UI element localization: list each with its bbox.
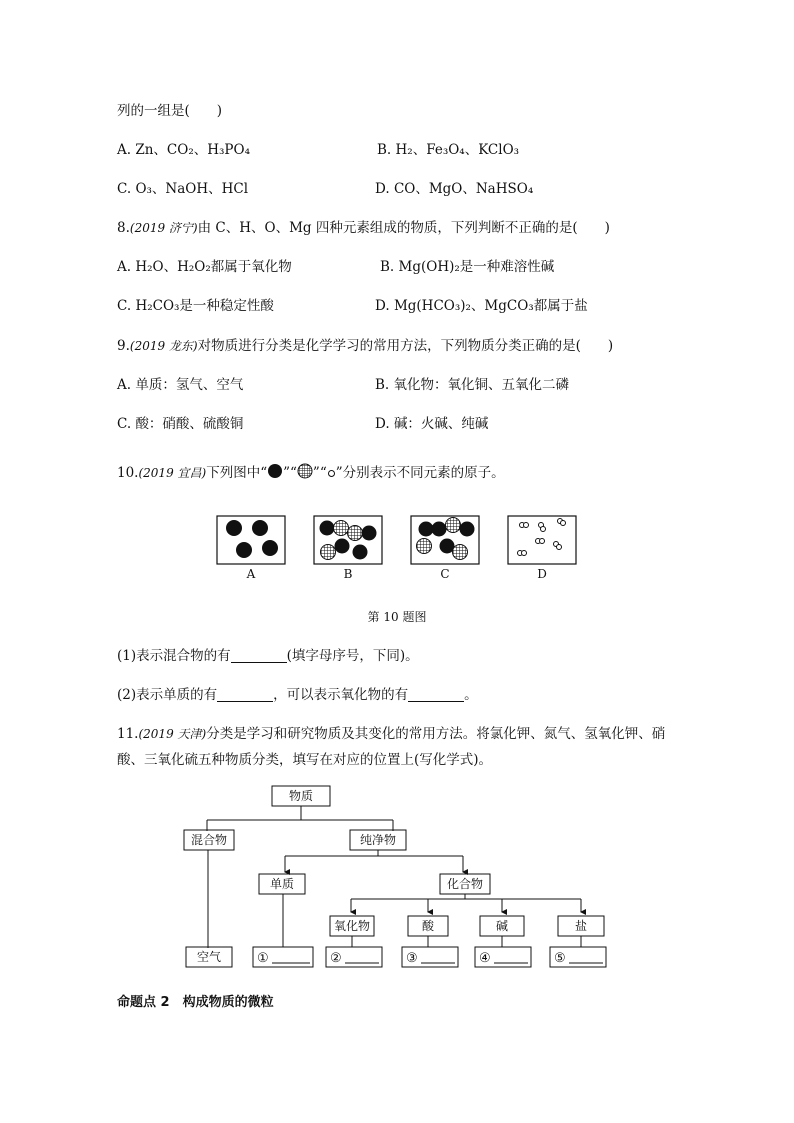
tree-mixture-label: 混合物 xyxy=(190,833,228,847)
box-label-b: B xyxy=(343,567,353,581)
tree-salt-label: 盐 xyxy=(574,919,588,933)
q9-stem xyxy=(117,337,613,355)
part-text: (1)表示混合物的有 xyxy=(117,648,231,664)
box-label-c: C xyxy=(440,567,450,581)
option-text: 单质：氢气、空气 xyxy=(135,377,244,393)
option-text: H₂O、H₂O₂都属于氧化物 xyxy=(135,259,292,275)
tree-oxide-label: 氧化物 xyxy=(333,919,371,933)
particle-box-b xyxy=(314,516,382,564)
option-label: A. xyxy=(117,377,132,393)
particle-box-a xyxy=(217,516,285,564)
answer-blank[interactable] xyxy=(231,648,287,663)
blank-marker-4: ④ xyxy=(479,951,491,966)
option-text: 酸：硝酸、硫酸铜 xyxy=(135,416,244,432)
option-label: C. xyxy=(117,181,132,197)
q8-option-b xyxy=(380,258,554,276)
q7-option-b xyxy=(377,141,519,159)
option-text: CO、MgO、NaHSO₄ xyxy=(393,181,534,197)
section-title: 命题点 2 构成物质的微粒 xyxy=(117,995,274,1010)
question-source: (2019 天津) xyxy=(138,727,207,741)
tree-element-label: 单质 xyxy=(269,877,295,891)
tree-pure-label: 纯净物 xyxy=(359,833,397,847)
small-atom-icon xyxy=(327,469,336,478)
option-label: C. xyxy=(117,298,132,314)
question-number: 10. xyxy=(117,465,139,481)
blank-marker-3: ③ xyxy=(406,951,418,966)
box-label-a: A xyxy=(246,567,256,581)
question-number: 11. xyxy=(117,726,139,742)
question-source: (2019 宜昌) xyxy=(138,466,207,480)
q10-stem xyxy=(117,463,505,482)
q9-option-b xyxy=(375,376,569,394)
tree-base-label: 碱 xyxy=(495,919,509,933)
box-label-d: D xyxy=(537,567,547,581)
q10-part2 xyxy=(117,686,478,704)
part-text: (2)表示单质的有 xyxy=(117,687,218,703)
figure-caption: 第 10 题图 xyxy=(367,610,427,624)
blank-marker-2: ② xyxy=(330,951,342,966)
question-text: 分类是学习和研究物质及其变化的常用方法。将氯化钾、氮气、氢氧化钾、硝 xyxy=(206,726,666,742)
black-atom-icon xyxy=(267,463,283,479)
option-text: Mg(OH)₂是一种难溶性碱 xyxy=(398,259,555,275)
tree-acid-label: 酸 xyxy=(421,919,435,933)
option-text: Mg(HCO₃)₂、MgCO₃都属于盐 xyxy=(393,298,588,314)
q9-option-a xyxy=(117,376,243,394)
q7-option-c xyxy=(117,180,248,198)
blank-marker-5: ⑤ xyxy=(554,951,566,966)
option-label: C. xyxy=(117,416,132,432)
answer-blank[interactable] xyxy=(217,687,273,702)
q9-option-d xyxy=(375,415,488,433)
answer-blank[interactable] xyxy=(408,687,464,702)
question-source: (2019 龙东) xyxy=(129,339,198,353)
quote-separator: ”“ xyxy=(312,465,327,481)
q8-option-a xyxy=(117,258,292,276)
blank-marker-1: ① xyxy=(257,951,269,966)
q8-option-c xyxy=(117,297,274,315)
q8-option-d xyxy=(375,297,588,315)
option-label: B. xyxy=(377,142,392,158)
option-text: 碱：火碱、纯碱 xyxy=(393,416,489,432)
option-label: D. xyxy=(375,298,390,314)
particle-box-c xyxy=(411,516,479,564)
part-text: (填字母序号，下同)。 xyxy=(286,648,419,664)
question-number: 8. xyxy=(117,220,130,236)
option-label: A. xyxy=(117,259,132,275)
q10-part1 xyxy=(117,647,419,665)
quote-separator: ”“ xyxy=(283,465,297,481)
option-text: O₃、NaOH、HCl xyxy=(135,181,249,197)
option-label: D. xyxy=(375,416,390,432)
option-label: B. xyxy=(375,377,390,393)
question-text: ”分别表示不同元素的原子。 xyxy=(335,465,505,481)
part-text: 。 xyxy=(464,687,478,703)
classification-tree xyxy=(180,784,620,970)
q7-option-a xyxy=(117,141,250,159)
option-label: A. xyxy=(117,142,132,158)
option-text: Zn、CO₂、H₃PO₄ xyxy=(135,142,250,158)
part-text: ，可以表示氧化物的有 xyxy=(273,687,409,703)
q9-option-c xyxy=(117,415,243,433)
question-text: 下列图中“ xyxy=(206,465,268,481)
q7-stem-tail: 列的一组是( ) xyxy=(117,103,223,119)
option-text: 氧化物：氧化铜、五氧化二磷 xyxy=(393,377,570,393)
q11-stem-line1 xyxy=(117,725,665,743)
q8-stem xyxy=(117,219,610,237)
q7-option-d xyxy=(375,180,533,198)
tree-air-label: 空气 xyxy=(196,950,222,964)
question-number: 9. xyxy=(117,338,130,354)
option-label: B. xyxy=(380,259,395,275)
option-text: H₂、Fe₃O₄、KClO₃ xyxy=(395,142,520,158)
tree-root-label: 物质 xyxy=(288,789,314,803)
hatched-atom-icon xyxy=(297,463,313,479)
tree-compound-label: 化合物 xyxy=(446,877,484,891)
particle-box-d xyxy=(508,516,576,564)
question-text: 由 C、H、O、Mg 四种元素组成的物质，下列判断不正确的是( ) xyxy=(197,220,610,236)
option-label: D. xyxy=(375,181,390,197)
q11-stem-line2: 酸、三氧化硫五种物质分类，填写在对应的位置上(写化学式)。 xyxy=(117,752,493,768)
question-text: 对物质进行分类是化学学习的常用方法，下列物质分类正确的是( ) xyxy=(197,338,614,354)
option-text: H₂CO₃是一种稳定性酸 xyxy=(135,298,274,314)
question-source: (2019 济宁) xyxy=(129,221,198,235)
